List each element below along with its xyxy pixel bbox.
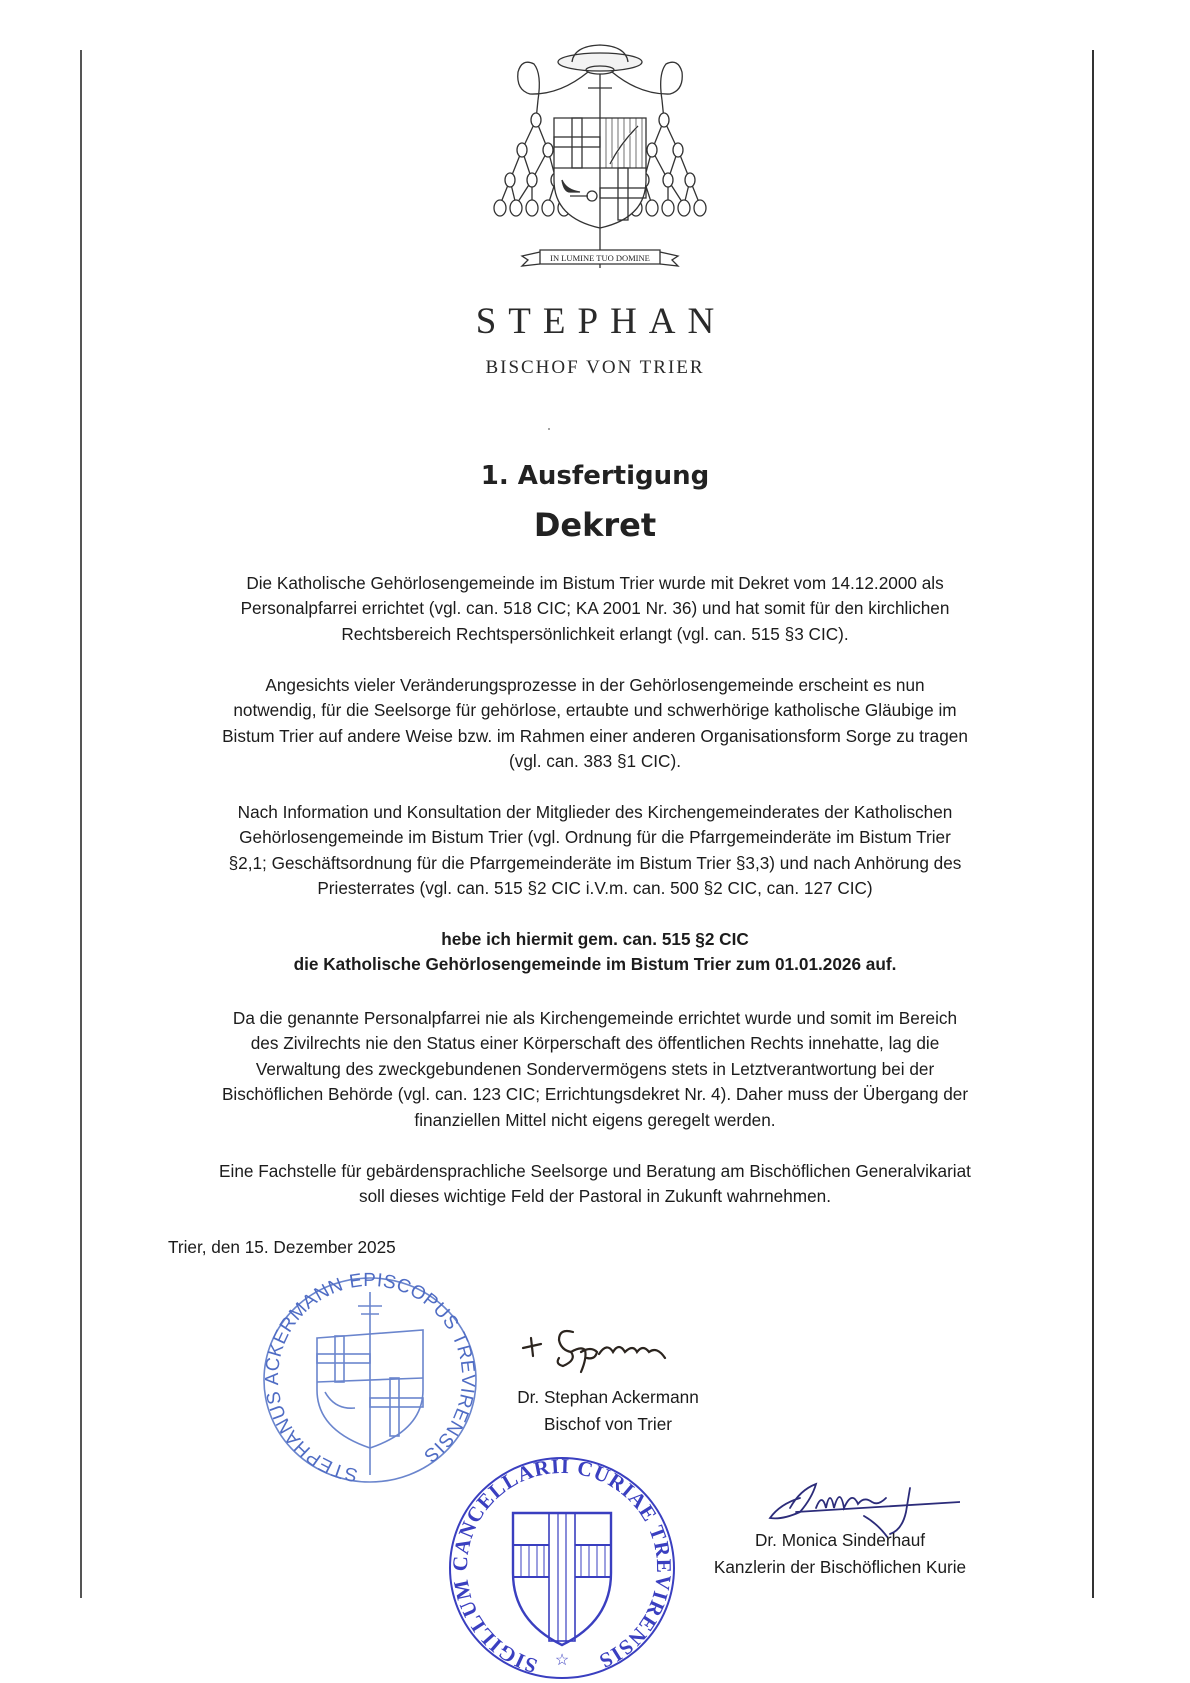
paragraph-establishment <box>150 571 1040 647</box>
text-line: Bistum Trier auf andere Weise bzw. im Rahmen einer anderen Organisationsform Sorge zu tragen <box>222 725 968 746</box>
text-line: Eine Fachstelle für gebärdensprachliche Seelsorge und Beratung am Bischöflichen Generalvikariat <box>219 1161 971 1181</box>
chancellor-name: Dr. Monica Sinderhauf <box>754 1530 926 1550</box>
text-line: Bischöflichen Behörde (vgl. can. 123 CIC; Errichtungsdekret Nr. 4). Daher muss der Übergang der <box>221 1084 969 1105</box>
chancellor-role: Kanzlerin der Bischöflichen Kurie <box>713 1557 967 1577</box>
paragraph-consultation <box>150 800 1040 902</box>
bishop-name: Dr. Stephan Ackermann <box>517 1387 699 1407</box>
bishop-seal-text: STEPHANUS ACKERMANN EPISCOPUS TREVIRENSIS <box>262 1270 479 1486</box>
coat-of-arms-emblem <box>470 40 730 272</box>
text-line: notwendig, für die Seelsorge für gehörlose, ertaubte und schwerhörige katholische Gläubige im <box>233 700 957 721</box>
copy-designation: 1. Ausfertigung <box>480 461 710 491</box>
document-title: Dekret <box>533 506 657 544</box>
text-line: Angesichts vieler Veränderungsprozesse in der Gehörlosengemeinde erscheint es nun <box>265 675 925 695</box>
text-line: §2,1; Geschäftsordnung für die Pfarrgemeinderäte im Bistum Trier §3,3) und nach Anhörung des <box>228 852 962 873</box>
text-line: des Zivilrechts nie den Status einer Körperschaft des öffentlichen Rechts innehatte, lag die <box>250 1033 940 1054</box>
letterhead-subtitle: BISCHOF VON TRIER <box>485 357 705 378</box>
right-margin-rule <box>1092 50 1094 1598</box>
text-line: die Katholische Gehörlosengemeinde im Bistum Trier zum 01.01.2026 auf. <box>293 954 897 975</box>
letterhead-name: STEPHAN <box>475 301 727 342</box>
place-and-date: Trier, den 15. Dezember 2025 <box>168 1237 396 1257</box>
bishop-signature-block <box>488 1384 728 1438</box>
text-line: (vgl. can. 383 §1 CIC). <box>509 751 681 772</box>
chancellor-seal-text: SIGILLUM CANCELLARII CURIAE TREVIRENSIS <box>447 1453 677 1679</box>
text-line: finanziellen Mittel nicht eigens geregelt werden. <box>414 1109 776 1130</box>
left-margin-rule <box>80 50 82 1598</box>
paragraph-reason <box>150 673 1040 775</box>
decision-statement <box>150 927 1040 978</box>
bishop-handwritten-signature <box>515 1318 695 1378</box>
chancellor-seal-stamp <box>445 1453 680 1683</box>
text-line: Verwaltung des zweckgebundenen Sondervermögens stets in Letztverantwortung bei der <box>255 1058 935 1079</box>
text-line: Priesterrates (vgl. can. 515 §2 CIC i.V.m. can. 500 §2 CIC, can. 127 CIC) <box>317 878 873 899</box>
bishop-role: Bischof von Trier <box>544 1414 672 1434</box>
paragraph-finances <box>150 1006 1040 1133</box>
text-line: soll dieses wichtige Feld der Pastoral in Zukunft wahrnehmen. <box>359 1186 831 1207</box>
text-line: Da die genannte Personalpfarrei nie als Kirchengemeinde errichtet wurde und somit im Bereich <box>232 1008 958 1028</box>
chancellor-signature-block <box>680 1527 1000 1581</box>
text-line: hebe ich hiermit gem. can. 515 §2 CIC <box>441 929 749 949</box>
seal-star-icon: ☆ <box>554 1652 570 1669</box>
paragraph-future <box>150 1159 1040 1210</box>
scan-speck <box>548 428 550 430</box>
motto-text: IN LUMINE TUO DOMINE <box>550 253 650 263</box>
text-line: Die Katholische Gehörlosengemeinde im Bistum Trier wurde mit Dekret vom 14.12.2000 als <box>246 573 944 593</box>
text-line: Nach Information und Konsultation der Mitglieder des Kirchengemeinderates der Katholischen <box>237 802 953 822</box>
text-line: Rechtsbereich Rechtspersönlichkeit erlangt (vgl. can. 515 §3 CIC). <box>341 623 849 644</box>
text-line: Gehörlosengemeinde im Bistum Trier (vgl. Ordnung für die Pfarrgemeinderäte im Bistum Trier <box>239 827 951 848</box>
text-line: Personalpfarrei errichtet (vgl. can. 518 CIC; KA 2001 Nr. 36) und hat somit für den kirchlichen <box>240 598 950 619</box>
